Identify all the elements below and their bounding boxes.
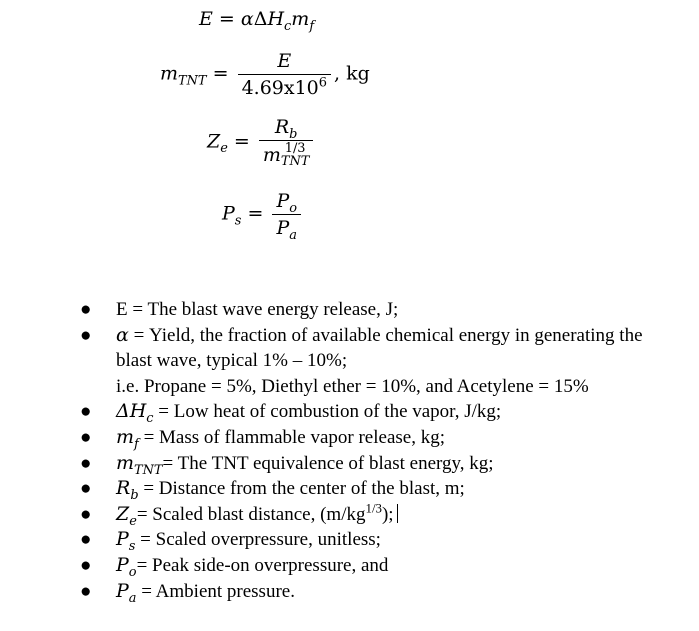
def-symbol-sub: c bbox=[146, 411, 154, 427]
eq3-m: m bbox=[262, 143, 281, 166]
def-text: = Low heat of combustion of the vapor, J/kg; bbox=[153, 401, 502, 423]
bullet-icon: ● bbox=[80, 503, 92, 525]
eq3-r-sub: b bbox=[289, 126, 298, 142]
eq4-po-sub: o bbox=[289, 200, 298, 216]
list-item bbox=[0, 323, 699, 400]
def-symbol: P bbox=[116, 579, 129, 602]
def-text: = The blast wave energy release, J; bbox=[127, 299, 399, 320]
def-text: = Scaled blast distance, (m/kg bbox=[136, 503, 366, 525]
bullet-icon: ● bbox=[80, 478, 92, 500]
def-text: = Yield, the fraction of available chemical energy in generating the bbox=[128, 324, 643, 346]
def-symbol-sub: e bbox=[129, 513, 137, 529]
def-text-continuation: blast wave, typical 1% – 10%; bbox=[116, 350, 348, 372]
eq3-z: Z bbox=[207, 130, 221, 153]
def-symbol-sub: b bbox=[130, 487, 139, 503]
def-text: = Mass of flammable vapor release, kg; bbox=[138, 426, 445, 448]
def-symbol: m bbox=[116, 451, 135, 474]
def-examples: i.e. Propane = 5%, Diethyl ether = 10%, and Acetylene = 15% bbox=[116, 375, 589, 397]
bullet-icon: ● bbox=[80, 324, 92, 346]
equation-ps: $P_s$ = $\frac{P_o}{P_a}$ bbox=[222, 190, 304, 239]
list-item bbox=[0, 502, 699, 528]
def-text: = The TNT equivalence of blast energy, kg; bbox=[162, 452, 494, 474]
bullet-icon: ● bbox=[80, 452, 92, 474]
eq1-m: m bbox=[291, 8, 310, 30]
eq3-r: R bbox=[274, 116, 290, 138]
def-text-tail: ); bbox=[381, 503, 394, 525]
equation-ze: $Z_e$ = $R_b$ m 1/3 TNT bbox=[207, 116, 316, 169]
eq2-fraction bbox=[238, 50, 331, 99]
eq1-lhs: E bbox=[199, 8, 213, 30]
eq4-pa-sub: a bbox=[289, 227, 297, 243]
def-text: = Peak side-on overpressure, and bbox=[136, 554, 389, 576]
eq2-numerator: E bbox=[238, 50, 331, 75]
list-item bbox=[0, 527, 699, 553]
eq1-m-sub: f bbox=[309, 18, 315, 34]
text-cursor bbox=[397, 504, 398, 523]
list-item bbox=[0, 399, 699, 425]
bullet-icon: ● bbox=[80, 554, 92, 576]
eq4-pa: P bbox=[276, 217, 290, 239]
eq3-m-sub: TNT bbox=[280, 153, 310, 169]
definitions-list bbox=[0, 297, 699, 604]
def-symbol-sub: o bbox=[128, 564, 137, 580]
def-symbol: α bbox=[116, 323, 129, 346]
eq3-z-sub: e bbox=[220, 141, 228, 157]
eq1-h-sub: c bbox=[284, 18, 292, 34]
eq2-den-exp: 6 bbox=[318, 75, 327, 91]
def-symbol-sub: s bbox=[128, 539, 136, 555]
def-exponent: 1/3 bbox=[365, 500, 382, 516]
list-item bbox=[0, 476, 699, 502]
eq3-m-sup: 1/3 bbox=[284, 141, 306, 156]
eq2-den-base: 4.69x10 bbox=[241, 77, 319, 99]
eq4-fraction bbox=[272, 190, 301, 243]
list-item bbox=[0, 553, 699, 579]
def-symbol: E bbox=[116, 299, 128, 320]
equation-mtnt: $m_{TNT}$ = $\frac{E}{4.69x10^6}$ , kg bbox=[160, 50, 370, 99]
bullet-icon: ● bbox=[80, 426, 92, 448]
def-text: = Scaled overpressure, unitless; bbox=[135, 529, 381, 551]
def-symbol: Z bbox=[116, 502, 130, 525]
eq4-p: P bbox=[222, 202, 235, 225]
eq1-delta: Δ bbox=[253, 8, 268, 30]
def-text: = Distance from the center of the blast, m; bbox=[138, 478, 465, 500]
list-item bbox=[0, 425, 699, 451]
eq4-p-sub: s bbox=[234, 213, 242, 229]
eq3-fraction bbox=[259, 116, 314, 169]
eq4-po: P bbox=[276, 190, 290, 212]
bullet-icon: ● bbox=[80, 580, 92, 602]
eq1-alpha: α bbox=[240, 8, 254, 30]
list-item bbox=[0, 451, 699, 477]
bullet-icon: ● bbox=[80, 299, 92, 320]
def-symbol: ΔH bbox=[116, 400, 147, 423]
list-item bbox=[0, 297, 699, 323]
eq2-m-sub: TNT bbox=[178, 73, 207, 89]
def-symbol-sub: a bbox=[128, 590, 137, 606]
eq2-unit: , kg bbox=[333, 62, 370, 85]
list-item bbox=[0, 579, 699, 605]
eq2-m: m bbox=[160, 62, 179, 85]
bullet-icon: ● bbox=[80, 401, 92, 423]
def-symbol-sub: TNT bbox=[134, 462, 163, 478]
bullet-icon: ● bbox=[80, 529, 92, 551]
def-symbol: P bbox=[116, 553, 129, 576]
def-symbol: P bbox=[116, 528, 129, 551]
def-symbol: m bbox=[116, 425, 135, 448]
eq1-h: H bbox=[267, 8, 285, 30]
def-symbol: R bbox=[116, 477, 131, 500]
equation-energy: $E = \alpha\Delta H_cm_f$ bbox=[199, 8, 315, 34]
def-symbol-sub: f bbox=[134, 436, 139, 452]
def-text: = Ambient pressure. bbox=[136, 580, 295, 602]
